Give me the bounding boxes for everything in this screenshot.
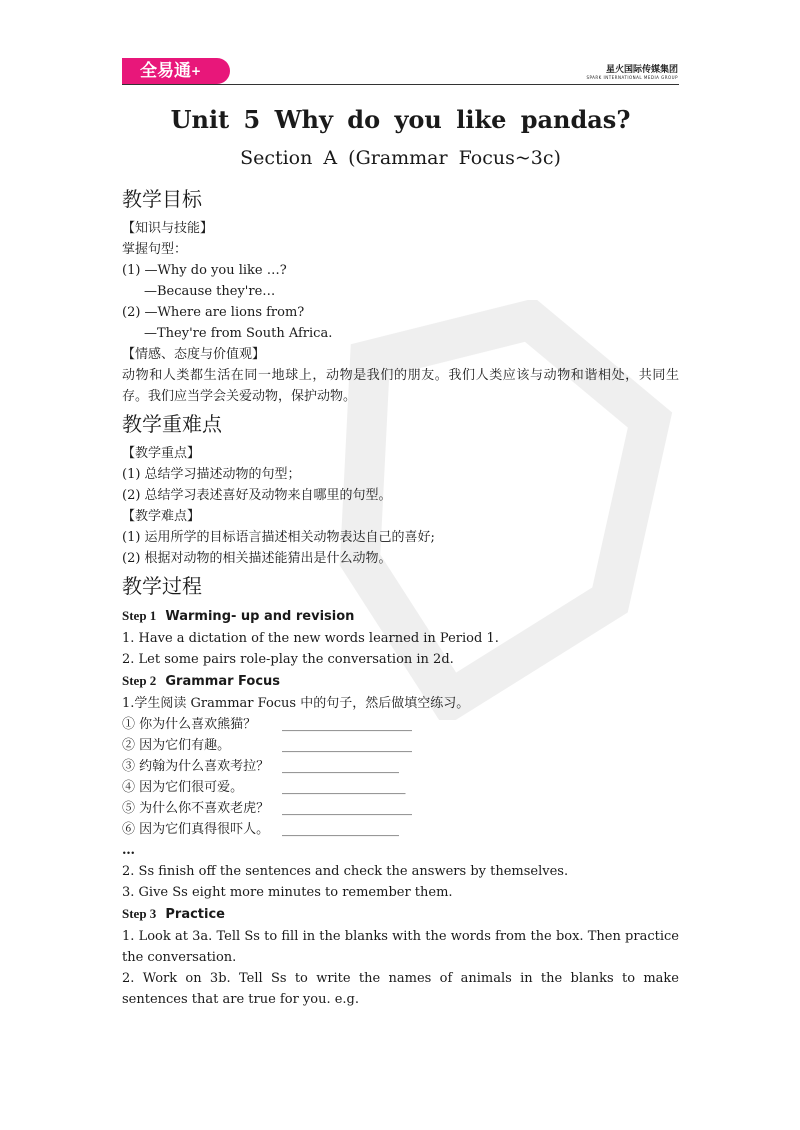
heading-goals: 教学目标 — [122, 187, 202, 211]
step-3-heading: Step 3 Practice — [122, 906, 225, 922]
fill-item: ③ 约翰为什么喜欢考拉？ __________________ — [122, 756, 679, 777]
tag-knowledge: 【知识与技能】 — [122, 221, 214, 236]
fill-item: ④ 因为它们很可爱。 ___________________ — [122, 777, 679, 798]
step-2-heading: Step 2 Grammar Focus — [122, 673, 281, 689]
step-3-item: 2. Work on 3b. Tell Ss to write the names of animals in the blanks to make sentences that are true for you. e.g. — [122, 971, 679, 1007]
heading-process: 教学过程 — [122, 574, 202, 598]
page-title: Unit 5 Why do you like pandas? — [170, 105, 631, 134]
page-header — [0, 0, 800, 90]
answer-blank[interactable]: ____________________ — [282, 738, 412, 753]
goal-item: (2) —Where are lions from? — [122, 305, 305, 320]
answer-blank[interactable]: ____________________ — [282, 717, 412, 732]
fill-item: ② 因为它们有趣。 ____________________ — [122, 735, 679, 756]
answer-blank[interactable]: ___________________ — [282, 780, 406, 795]
step-2-item: 3. Give Ss eight more minutes to remember them. — [122, 885, 453, 900]
difficulty-item: (2) 根据对动物的相关描述能猜出是什么动物。 — [122, 551, 392, 566]
tag-key: 【教学重点】 — [122, 446, 201, 461]
fill-item: ① 你为什么喜欢熊猫？ ____________________ — [122, 714, 679, 735]
answer-blank[interactable]: __________________ — [282, 822, 399, 837]
goal-item: (1) —Why do you like …? — [122, 263, 287, 278]
tag-emotion: 【情感、态度与价值观】 — [122, 347, 266, 362]
publisher-name: 星火国际传媒集团 SPARK INTERNATIONAL MEDIA GROUP — [586, 65, 678, 80]
emotion-paragraph: 动物和人类都生活在同一地球上，动物是我们的朋友。我们人类应该与动物和谐相处，共同生存。我们应当学会关爱动物，保护动物。 — [122, 368, 679, 404]
tag-difficulty: 【教学难点】 — [122, 509, 201, 524]
step-2-item: 2. Ss finish off the sentences and check the answers by themselves. — [122, 864, 569, 879]
answer-blank[interactable]: __________________ — [282, 759, 399, 774]
key-item: (1) 总结学习描述动物的句型； — [122, 467, 301, 482]
fill-item: ⑥ 因为它们真得很吓人。 __________________ — [122, 819, 679, 840]
answer-blank[interactable]: ____________________ — [282, 801, 412, 816]
step-3-item: 1. Look at 3a. Tell Ss to fill in the blanks with the words from the box. Then practice the conversation. — [122, 929, 679, 965]
step-2-intro: 1.学生阅读 Grammar Focus 中的句子，然后做填空练习。 — [122, 696, 470, 711]
goal-item: —They're from South Africa. — [144, 326, 333, 341]
publisher-subtitle: SPARK INTERNATIONAL MEDIA GROUP — [586, 75, 678, 80]
brand-logo: 全易通+ — [122, 58, 230, 84]
step-1-item: 1. Have a dictation of the new words learned in Period 1. — [122, 631, 499, 646]
step-1-item: 2. Let some pairs role-play the conversation in 2d. — [122, 652, 454, 667]
goal-item: —Because they're… — [144, 284, 276, 299]
fill-item: ⑤ 为什么你不喜欢老虎？ ____________________ — [122, 798, 679, 819]
goals-intro: 掌握句型： — [122, 242, 188, 257]
key-item: (2) 总结学习表述喜好及动物来自哪里的句型。 — [122, 488, 392, 503]
page-subtitle: Section A (Grammar Focus~3c) — [240, 147, 561, 169]
header-divider — [122, 84, 679, 85]
heading-key-points: 教学重难点 — [122, 412, 222, 436]
document-body — [122, 100, 679, 1010]
step-1-heading: Step 1 Warming- up and revision — [122, 608, 355, 624]
ellipsis: … — [122, 843, 135, 858]
difficulty-item: (1) 运用所学的目标语言描述相关动物表达自己的喜好; — [122, 530, 435, 545]
